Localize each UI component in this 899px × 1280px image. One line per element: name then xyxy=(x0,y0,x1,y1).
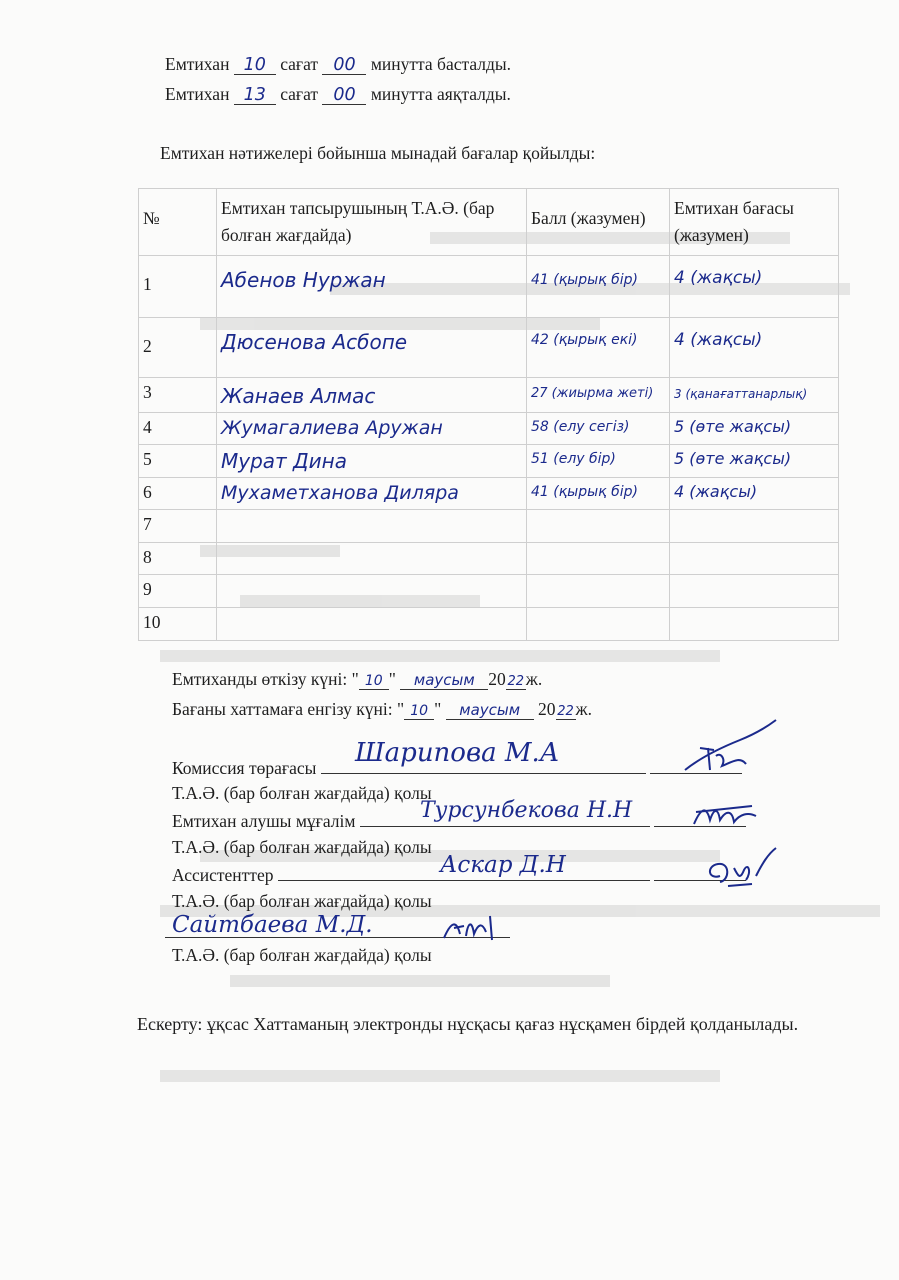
entry-date-label: Бағаны хаттамаға енгізу күні: " xyxy=(172,699,405,719)
col-header-name: Емтихан тапсырушының Т.А.Ә. (бар болған жағдайда) xyxy=(217,189,527,256)
row-number: 3 xyxy=(139,378,217,413)
entry-date-line xyxy=(172,699,592,720)
exam-date-century: 20 xyxy=(488,669,506,689)
table-row xyxy=(139,478,839,510)
exam-end-minute: 00 xyxy=(322,86,366,105)
table-row xyxy=(139,608,839,641)
chair-name: Шарипова М.А xyxy=(355,738,560,768)
examiner-name: Турсунбекова Н.Н xyxy=(420,798,633,823)
exam-start-prefix: Емтихан xyxy=(165,54,230,74)
row-number: 5 xyxy=(139,445,217,478)
assistant-name-blank xyxy=(278,880,650,881)
row-score xyxy=(527,543,670,575)
row-number: 6 xyxy=(139,478,217,510)
row-score: 58 (елу сегіз) xyxy=(527,413,670,445)
col-header-number: № xyxy=(139,189,217,256)
row-name xyxy=(217,608,527,641)
results-table xyxy=(138,188,839,641)
row-grade: 4 (жақсы) xyxy=(670,478,839,510)
entry-date-century: 20 xyxy=(538,699,556,719)
entry-date-day: 10 xyxy=(404,704,434,720)
row-grade: 3 (қанағаттанарлық) xyxy=(670,378,839,413)
entry-date-tail: ж. xyxy=(575,699,592,719)
row-name xyxy=(217,575,527,608)
exam-date-month: маусым xyxy=(400,673,488,690)
fourth-caption: Т.А.Ә. (бар болған жағдайда) қолы xyxy=(172,945,432,965)
exam-date-label: Емтиханды өткізу күні: " xyxy=(172,669,359,689)
fourth-signature-mark xyxy=(440,912,500,944)
exam-date-year: 22 xyxy=(507,674,525,689)
exam-end-hour-label: сағат xyxy=(280,84,319,104)
exam-end-prefix: Емтихан xyxy=(165,84,230,104)
row-number: 7 xyxy=(139,510,217,543)
entry-date-month: маусым xyxy=(446,703,534,720)
chair-signature-mark xyxy=(680,718,780,778)
row-grade xyxy=(670,510,839,543)
row-score xyxy=(527,510,670,543)
row-number: 4 xyxy=(139,413,217,445)
table-header-row xyxy=(139,189,839,256)
row-score: 51 (елу бір) xyxy=(527,445,670,478)
row-name xyxy=(217,510,527,543)
row-score xyxy=(527,575,670,608)
chair-caption: Т.А.Ә. (бар болған жағдайда) қолы xyxy=(172,783,432,803)
examiner-caption: Т.А.Ә. (бар болған жағдайда) қолы xyxy=(172,837,432,857)
row-grade xyxy=(670,608,839,641)
table-row xyxy=(139,318,839,378)
exam-end-hour: 13 xyxy=(234,86,276,105)
row-grade: 4 (жақсы) xyxy=(670,256,839,318)
exam-date-day: 10 xyxy=(359,674,389,690)
row-name: Мурат Дина xyxy=(217,445,527,478)
table-row xyxy=(139,413,839,445)
exam-date-tail: ж. xyxy=(525,669,543,689)
exam-date-quote: " xyxy=(388,669,396,689)
row-score xyxy=(527,608,670,641)
chair-name-blank xyxy=(321,773,646,774)
col-header-grade: Емтихан бағасы (жазумен) xyxy=(670,189,839,256)
row-name xyxy=(217,543,527,575)
row-score: 42 (қырық екі) xyxy=(527,318,670,378)
row-grade: 5 (өте жақсы) xyxy=(670,445,839,478)
row-number: 9 xyxy=(139,575,217,608)
table-row xyxy=(139,575,839,608)
table-row xyxy=(139,256,839,318)
row-score: 41 (қырық бір) xyxy=(527,256,670,318)
row-number: 2 xyxy=(139,318,217,378)
note-paragraph: Ескерту: ұқсас Хаттаманың электронды нұсқасы қағаз нұсқамен бірдей қолданылады. xyxy=(137,1014,799,1034)
exam-end-suffix: минутта аяқталды. xyxy=(370,84,511,104)
exam-start-line xyxy=(165,54,511,75)
table-row xyxy=(139,445,839,478)
table-row xyxy=(139,510,839,543)
row-name: Абенов Нуржан xyxy=(217,256,527,318)
assistant-signature-mark xyxy=(700,846,780,896)
entry-date-year: 22 xyxy=(557,704,574,719)
row-number: 10 xyxy=(139,608,217,641)
exam-start-hour-label: сағат xyxy=(280,54,319,74)
row-name: Жанаев Алмас xyxy=(217,378,527,413)
row-grade: 4 (жақсы) xyxy=(670,318,839,378)
fourth-name: Сайтбаева М.Д. xyxy=(172,912,373,938)
exam-start-minute: 00 xyxy=(322,56,366,75)
row-grade: 5 (өте жақсы) xyxy=(670,413,839,445)
row-number: 8 xyxy=(139,543,217,575)
assistants-label: Ассистенттер xyxy=(172,865,274,885)
examiner-label: Емтихан алушы мұғалім xyxy=(172,811,356,831)
row-score: 27 (жиырма жеті) xyxy=(527,378,670,413)
table-row xyxy=(139,543,839,575)
table-row xyxy=(139,378,839,413)
row-score: 41 (қырық бір) xyxy=(527,478,670,510)
assistants-caption: Т.А.Ә. (бар болған жағдайда) қолы xyxy=(172,891,432,911)
chair-label: Комиссия төрағасы xyxy=(172,758,317,778)
row-name: Дюсенова Асбопе xyxy=(217,318,527,378)
exam-start-suffix: минутта басталды. xyxy=(370,54,512,74)
row-grade xyxy=(670,543,839,575)
row-name: Жумагалиева Аружан xyxy=(217,413,527,445)
examiner-name-blank xyxy=(360,826,650,827)
results-intro: Емтихан нәтижелері бойынша мынадай бағалар қойылды: xyxy=(160,143,596,163)
row-number: 1 xyxy=(139,256,217,318)
row-grade xyxy=(670,575,839,608)
exam-start-hour: 10 xyxy=(234,56,276,75)
row-name: Мухаметханова Диляра xyxy=(217,478,527,510)
exam-end-line xyxy=(165,84,511,105)
entry-date-quote: " xyxy=(434,699,442,719)
examiner-signature-mark xyxy=(692,800,762,830)
exam-date-line xyxy=(172,669,542,690)
assistant-name: Аскар Д.Н xyxy=(440,852,566,878)
col-header-score: Балл (жазумен) xyxy=(527,189,670,256)
